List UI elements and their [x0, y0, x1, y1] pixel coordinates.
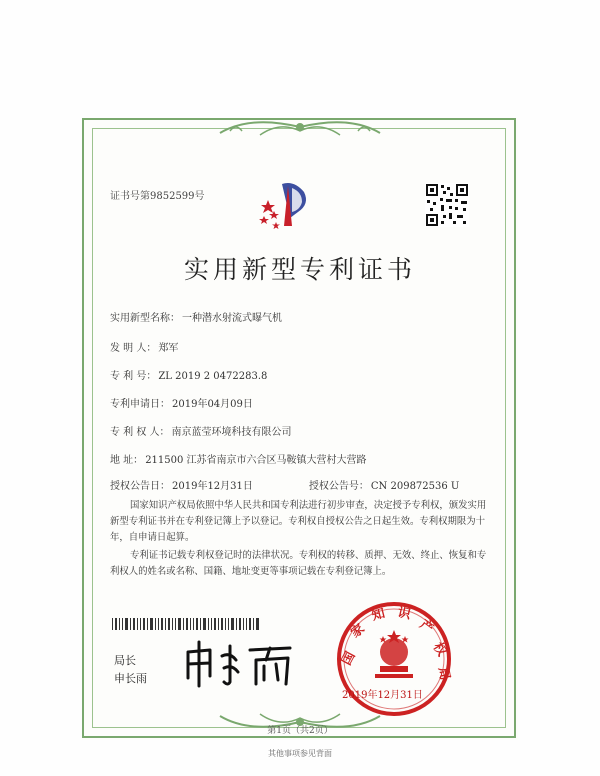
field-value: 2019年04月09日 [172, 399, 253, 410]
field-label: 实用新型名称： [110, 313, 180, 324]
field-owner [110, 423, 292, 438]
certificate-number: 证书号第9852599号 [110, 191, 205, 202]
seal-date: 2019年12月31日 [342, 690, 423, 701]
field-value: 南京蓝莹环境科技有限公司 [171, 427, 292, 438]
field-value: ZL 2019 2 0472283.8 [158, 371, 268, 382]
footer-note: 其他事项参见背面 [268, 749, 332, 758]
field-address [110, 451, 367, 466]
field-value: CN 209872536 U [370, 481, 460, 492]
director-signature [180, 638, 300, 692]
director-title: 局长 [114, 654, 136, 667]
field-label: 授权公告日： [110, 481, 170, 492]
field-value: 211500 江苏省南京市六合区马鞍镇大营村大营路 [145, 455, 367, 466]
field-label: 专 利 权 人： [110, 427, 170, 438]
svg-text:国: 国 [339, 649, 359, 668]
certificate-paragraph-1: 国家知识产权局依照中华人民共和国专利法进行初步审查，决定授予专利权，颁发实用新型专利证书并在专利登记簿上予以登记。专利权自授权公告之日起生效。专利权期限为十年，自申请日起算。 [110, 500, 487, 543]
svg-text:权: 权 [429, 640, 450, 660]
field-filing-date [110, 395, 253, 410]
svg-text:局: 局 [435, 666, 453, 682]
field-patent-number [110, 367, 267, 382]
svg-text:知: 知 [370, 606, 387, 624]
field-inventor [110, 339, 178, 354]
field-grant-date [110, 477, 459, 492]
patent-office-logo-icon [254, 178, 326, 232]
field-value: 郑军 [158, 343, 179, 354]
certificate-paragraph-2: 专利证书记载专利权登记时的法律状况。专利权的转移、质押、无效、终止、恢复和专利权人的姓名或名称、国籍、地址变更等事项记载在专利登记簿上。 [110, 550, 487, 577]
svg-text:产: 产 [416, 617, 436, 637]
field-label: 专利申请日： [110, 399, 170, 410]
certificate-title: 实用新型专利证书 [183, 255, 416, 284]
svg-text:家: 家 [348, 621, 368, 642]
field-name [110, 309, 282, 324]
director-name: 申长雨 [114, 672, 147, 685]
field-label: 发 明 人： [110, 343, 157, 354]
qr-code-icon [425, 183, 469, 227]
field-label: 专 利 号： [110, 371, 157, 382]
field-value: 一种潜水射流式曝气机 [182, 313, 282, 324]
barcode-icon [112, 618, 262, 630]
svg-text:识: 识 [396, 605, 413, 623]
field-label: 地 址： [110, 455, 144, 466]
page-indicator: 第1页（共2页） [267, 726, 333, 736]
field-label: 授权公告号： [308, 481, 369, 492]
field-value: 2019年12月31日 [172, 481, 253, 492]
top-ornament [200, 113, 400, 143]
